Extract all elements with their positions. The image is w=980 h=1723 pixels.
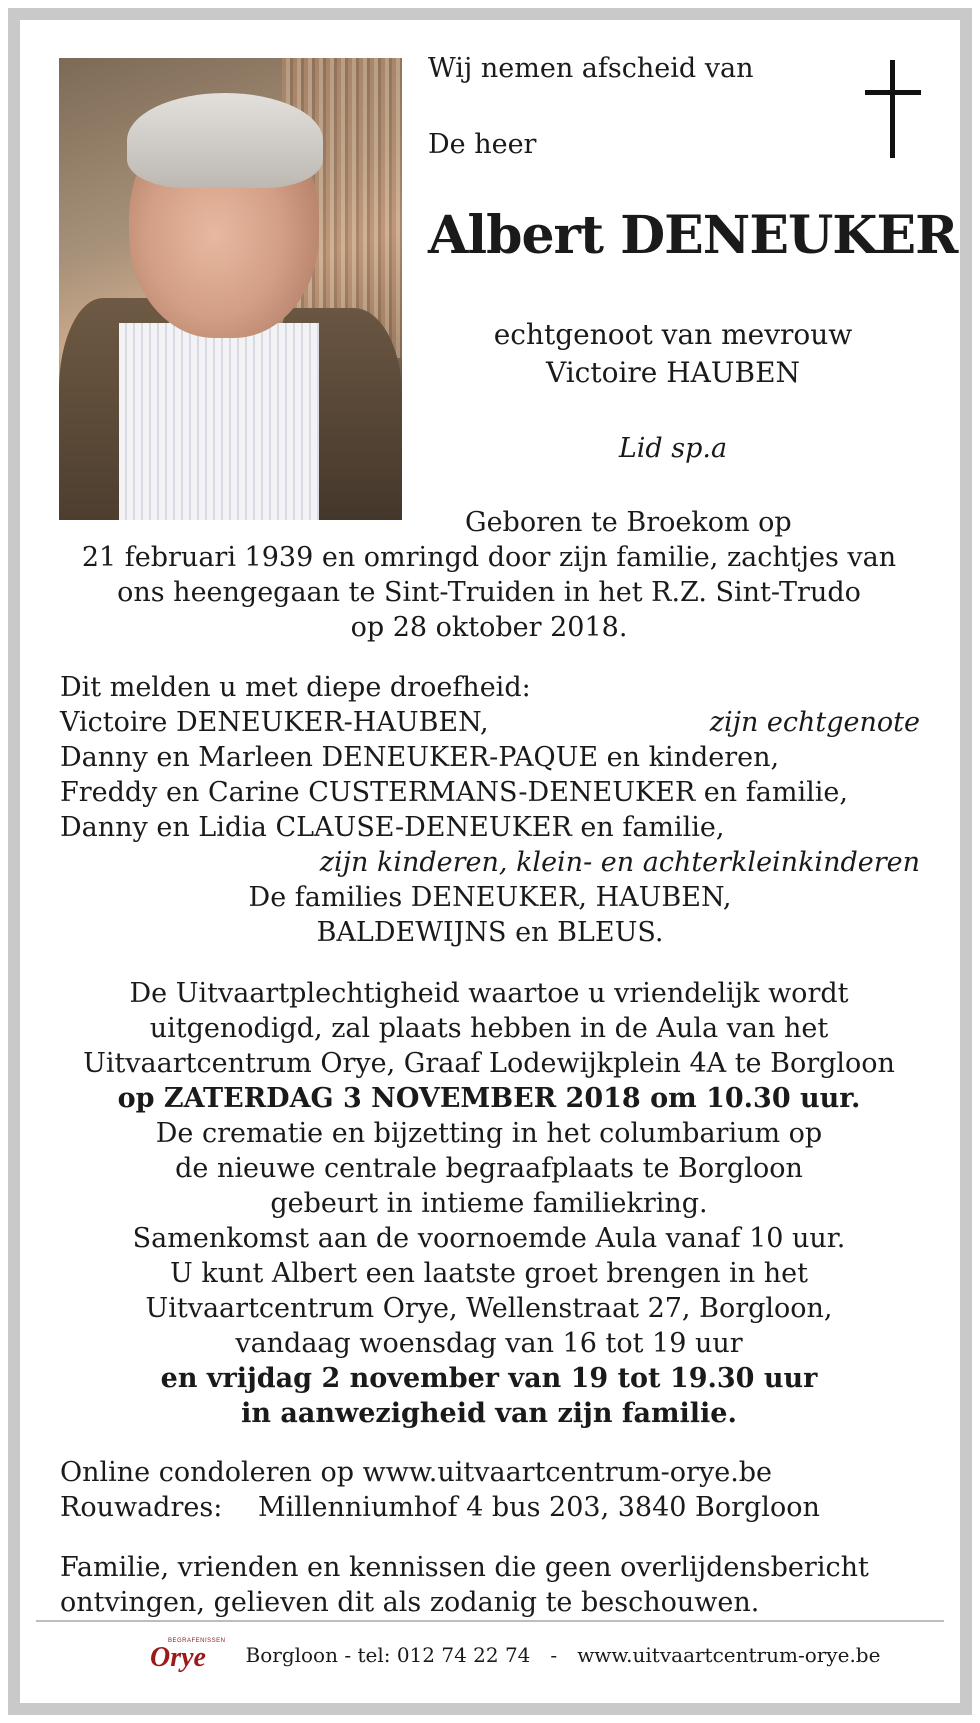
ceremony-date: op ZATERDAG 3 NOVEMBER 2018 om 10.30 uur. [117, 1083, 861, 1114]
portrait-photo [59, 58, 402, 520]
ceremony-line-9: U kunt Albert een laatste groet brengen in het [170, 1258, 808, 1289]
birth-line-1: Geboren te Broekom op [465, 507, 792, 538]
ceremony-line-8: Samenkomst aan de voornoemde Aula vanaf 10 uur. [132, 1223, 846, 1254]
closing-line-2: ontvingen, gelieven dit als zodanig te beschouwen. [60, 1587, 760, 1618]
ceremony-line-3: Uitvaartcentrum Orye, Graaf Lodewijkplein 4A te Borgloon [83, 1048, 895, 1079]
ceremony-block [40, 976, 938, 1431]
deceased-name: Albert DENEUKER [428, 205, 958, 266]
children-line-3: Danny en Lidia CLAUSE-DENEUKER en familie, [60, 812, 725, 843]
photo-shirt [119, 323, 319, 520]
ceremony-line-10: Uitvaartcentrum Orye, Wellenstraat 27, Borgloon, [145, 1293, 833, 1324]
ceremony-line-1: De Uitvaartplechtigheid waartoe u vriendelijk wordt [129, 978, 849, 1009]
footer [150, 1635, 881, 1675]
ceremony-line-5: De crematie en bijzetting in het columbarium op [155, 1118, 823, 1149]
address-label: Rouwadres: [60, 1492, 223, 1523]
families-line-1: De families DENEUKER, HAUBEN, [248, 882, 732, 913]
children-line-2: Freddy en Carine CUSTERMANS-DENEUKER en familie, [60, 777, 848, 808]
spouse-line-1: echtgenoot van mevrouw [493, 318, 853, 351]
families-line-2: BALDEWIJNS en BLEUS. [316, 917, 664, 948]
birth-line-4: op 28 oktober 2018. [350, 612, 628, 643]
footer-website: www.uitvaartcentrum-orye.be [577, 1643, 881, 1667]
address-row [60, 1490, 820, 1525]
children-line-1: Danny en Marleen DENEUKER-PAQUE en kinderen, [60, 742, 780, 773]
footer-phone: Borgloon - tel: 012 74 22 74 [245, 1643, 531, 1667]
ceremony-line-7: gebeurt in intieme familiekring. [270, 1188, 708, 1219]
closing-block [60, 1550, 869, 1620]
photo-hair [127, 93, 323, 188]
spouse-row [60, 705, 920, 740]
birth-line-3: ons heengegaan te Sint-Truiden in het R.Z. Sint-Trudo [117, 577, 861, 608]
ceremony-line-2: uitgenodigd, zal plaats hebben in de Aula van het [149, 1013, 829, 1044]
birth-block [40, 505, 938, 645]
cross-icon [865, 60, 921, 158]
ceremony-line-11: vandaag woensdag van 16 tot 19 uur [235, 1328, 743, 1359]
orye-logo [150, 1638, 226, 1672]
title-text: De heer [428, 129, 537, 160]
logo-wordmark: Orye [150, 1642, 206, 1673]
closing-line-1: Familie, vrienden en kennissen die geen overlijdensbericht [60, 1552, 869, 1583]
contact-block [60, 1455, 820, 1525]
announcement-intro: Dit melden u met diepe droefheid: [60, 672, 531, 703]
announcement-block [60, 670, 920, 950]
online-condolence: Online condoleren op www.uitvaartcentrum-orye.be [60, 1457, 773, 1488]
children-role: zijn kinderen, klein- en achterkleinkinderen [319, 847, 920, 878]
spouse-block [428, 316, 918, 392]
footer-separator: - [550, 1643, 558, 1667]
ceremony-line-12: en vrijdag 2 november van 19 tot 19.30 uur [160, 1363, 818, 1394]
intro-text: Wij nemen afscheid van [428, 53, 754, 84]
footer-divider [36, 1620, 944, 1622]
birth-line-2: 21 februari 1939 en omringd door zijn familie, zachtjes van [81, 542, 897, 573]
membership-text: Lid sp.a [618, 433, 728, 464]
ceremony-line-6: de nieuwe centrale begraafplaats te Borgloon [175, 1153, 803, 1184]
logo-subtitle: BEGRAFENISSEN [168, 1638, 226, 1644]
spouse-role: zijn echtgenote [709, 707, 920, 738]
spouse-line-2: Victoire HAUBEN [545, 356, 801, 389]
spouse-name: Victoire DENEUKER-HAUBEN, [60, 707, 489, 738]
ceremony-line-13: in aanwezigheid van zijn familie. [241, 1398, 737, 1429]
address-value: Millenniumhof 4 bus 203, 3840 Borgloon [258, 1492, 820, 1523]
